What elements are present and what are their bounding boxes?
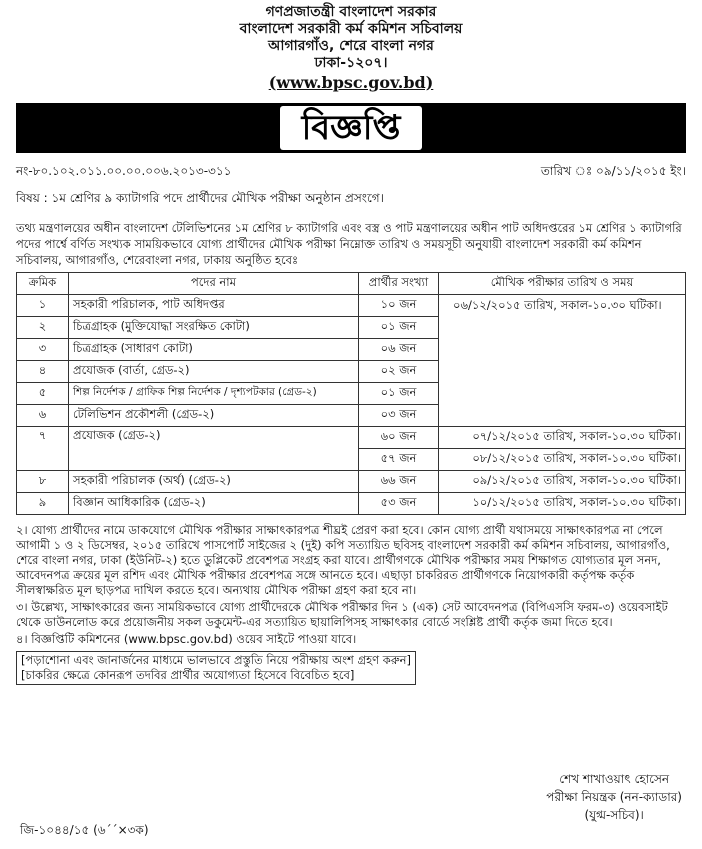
header-post: পদের নাম [69, 273, 359, 295]
govt-name: গণপ্রজাতন্ত্রী বাংলাদেশ সরকার [265, 4, 437, 20]
signature-block [546, 770, 682, 824]
row-post: চিত্রগ্রাহক (সাধারণ কোটা) [69, 339, 359, 361]
row-post: শিল্প নির্দেশক / গ্রাফিক শিল্প নির্দেশক / দৃশ্যপটকার (গ্রেড-২) [69, 383, 359, 405]
note-lobbying: [চাকরির ক্ষেত্রে কোনরূপ তদবির প্রার্থীর অযোগ্যতা হিসেবে বিবেচিত হবে] [21, 668, 355, 682]
notes-box [16, 651, 416, 685]
row-serial: ৪ [17, 361, 69, 383]
intro-paragraph: তথ্য মন্ত্রণালয়ের অধীন বাংলাদেশ টেলিভিশনের ১ম শ্রেণির ৮ ক্যাটাগরি এবং বস্ত্র ও পাট মন্ত্রণালয়ের অধীন পাট অধিদপ্তরের ১ম শ্রেণির ১ ক্যাটাগরি পদের পার্শ্বে বর্ণিত সংখ্যক সাময়িকভাবে যোগ্য প্রার্থীদের মৌখিক পরীক্ষা নিম্নোক্ত তারিখ ও সময়সূচী অনুযায়ী বাংলাদেশ সরকারী কর্ম কমিশন সচিবালয়, আগারগাঁও, শেরেবাংলা নগর, ঢাকায় অনুষ্ঠিত হবেঃ [16, 221, 682, 267]
header-serial: ক্রমিক [17, 273, 69, 295]
row-serial: ৮ [17, 471, 69, 493]
notice-title: বিজ্ঞপ্তি [280, 106, 423, 150]
paragraph-2: ২। যোগ্য প্রার্থীদের নামে ডাকযোগে মৌখিক পরীক্ষার সাক্ষাৎকারপত্র শীঘ্রই প্রেরণ করা হবে। কোন যোগ্য প্রার্থী যথাসময়ে সাক্ষাৎকারপত্র না পেলে আগামী ১ ও ২ ডিসেম্বর, ২০১৫ তারিখে পাসপোর্ট সাইজের ২ (দুই) কপি সত্যায়িত ছবিসহ বাংলাদেশ সরকারী কর্ম কমিশন সচিবালয়, আগারগাঁও, শেরে বাংলা নগর, ঢাকা (ইউনিট-২) হতে ডুপ্লিকেট প্রবেশপত্র সংগ্রহ করা যাবে। প্রার্থীগণকে মৌখিক পরীক্ষার সময় শিক্ষাগত যোগ্যতার মূল সনদ, আবেদনপত্র ক্রয়ের মূল রশিদ এবং মৌখিক পরীক্ষার প্রবেশপত্র সঙ্গে আনতে হবে। এছাড়া চাকরিরত প্রার্থীগণকে নিয়োগকারী কর্তৃপক্ষ কর্তৃক সীলস্বাক্ষরিত মূল ছাড়পত্র দাখিল করতে হবে। অন্যথায় মৌখিক পরীক্ষা গ্রহণ করা হবে না। [16, 523, 670, 597]
row-schedule: ০৭/১২/২০১৫ তারিখ, সকাল-১০.৩০ ঘটিকা। [439, 427, 686, 449]
row-count: ০২ জন [359, 361, 439, 383]
row-count: ০১ জন [359, 383, 439, 405]
row-count: ০৬ জন [359, 339, 439, 361]
row-post: প্রযোজক (গ্রেড-২) [69, 427, 359, 471]
publication-code: জি-১০৪৪/১৫ (৬´´×৩ক) [20, 823, 149, 837]
row-serial: ২ [17, 317, 69, 339]
signatory-title: পরীক্ষা নিয়ন্ত্রক (নন-ক্যাডার) [546, 790, 682, 804]
row-schedule: ০৯/১২/২০১৫ তারিখ, সকাল-১০.৩০ ঘটিকা। [439, 471, 686, 493]
row-post: চিত্রগ্রাহক (মুক্তিযোদ্ধা সংরক্ষিত কোটা) [69, 317, 359, 339]
paragraph-4: ৪। বিজ্ঞপ্তিটি কমিশনের (www.bpsc.gov.bd) ওয়েব সাইটে পাওয়া যাবে। [16, 632, 357, 646]
row-count: ৫৭ জন [359, 449, 439, 471]
table-row [17, 493, 686, 515]
memo-number: নং-৮০.১০২.০১১.০০.০০.০০৬.২০১৩-৩১১ [16, 164, 232, 178]
table-row [17, 471, 686, 493]
reference-line [16, 163, 686, 183]
subject-line: বিষয় : ১ম শ্রেণির ৯ ক্যাটাগরি পদে প্রার্থীদের মৌখিক পরীক্ষা অনুষ্ঠান প্রসংগে। [16, 191, 384, 205]
table-row [17, 427, 686, 449]
row-count: ৬৬ জন [359, 471, 439, 493]
address-line: আগারগাঁও, শেরে বাংলা নগর [268, 38, 434, 54]
paragraph-3: ৩। উল্লেখ্য, সাক্ষাৎকারের জন্য সাময়িকভাবে যোগ্য প্রার্থীদেরকে মৌখিক পরীক্ষার দিন ১ (এক) সেট আবেদনপত্র (বিপিএসসি ফরম-৩) ওয়েবসাইট থেকে ডাউনলোড করে প্রয়োজনীয় সকল ডকুমেন্ট-এর সত্যায়িত ছায়ালিপিসহ সাক্ষাৎকার বোর্ডে সংশ্লিষ্ট প্রার্থী কর্তৃক জমা দিতে হবে। [16, 600, 668, 629]
row-serial: ৭ [17, 427, 69, 471]
table-header-row [17, 273, 686, 295]
row-count: ৫৩ জন [359, 493, 439, 515]
header-schedule: মৌখিক পরীক্ষার তারিখ ও সময় [439, 273, 686, 295]
table-row [17, 295, 686, 317]
memo-date: তারিখ ঃ ০৯/১১/২০১৫ ইং। [540, 164, 686, 178]
row-serial: ১ [17, 295, 69, 317]
signatory-name: শেখ শাখাওয়াৎ হোসেন [559, 772, 670, 786]
row-serial: ৫ [17, 383, 69, 405]
row-count: ০১ জন [359, 317, 439, 339]
letterhead [16, 0, 686, 91]
website-link[interactable]: (www.bpsc.gov.bd) [268, 73, 434, 92]
row-serial: ৬ [17, 405, 69, 427]
row-count: ০৩ জন [359, 405, 439, 427]
header-count: প্রার্থীর সংখ্যা [359, 273, 439, 295]
row-count: ১০ জন [359, 295, 439, 317]
group-schedule: ০৬/১২/২০১৫ তারিখ, সকাল-১০.৩০ ঘটিকা। [453, 298, 662, 312]
commission-name: বাংলাদেশ সরকারী কর্ম কমিশন সচিবালয় [239, 21, 463, 37]
row-post: সহকারী পরিচালক (অর্থ) (গ্রেড-২) [69, 471, 359, 493]
row-serial: ৩ [17, 339, 69, 361]
row-schedule: ০৮/১২/২০১৫ তারিখ, সকাল-১০.৩০ ঘটিকা। [439, 449, 686, 471]
row-schedule: ১০/১২/২০১৫ তারিখ, সকাল-১০.৩০ ঘটিকা। [439, 493, 686, 515]
row-count: ৬০ জন [359, 427, 439, 449]
row-post: সহকারী পরিচালক, পাট অধিদপ্তর [69, 295, 359, 317]
signatory-rank: (যুগ্ম-সচিব)। [584, 808, 644, 822]
row-post: প্রযোজক (বার্তা, গ্রেড-২) [69, 361, 359, 383]
group-schedule-cell [439, 295, 686, 427]
notice-banner [16, 103, 686, 153]
schedule-table [16, 272, 686, 515]
row-post: টেলিভিশন প্রকৌশলী (গ্রেড-২) [69, 405, 359, 427]
row-serial: ৯ [17, 493, 69, 515]
row-post: বিজ্ঞান আধিকারিক (গ্রেড-২) [69, 493, 359, 515]
city-line: ঢাকা-১২০৭। [314, 55, 388, 71]
note-preparation: [পড়াশোনা এবং জানার্জনের মাধ্যমে ভালভাবে প্রস্তুতি নিয়ে পরীক্ষায় অংশ গ্রহণ করুন] [21, 653, 411, 667]
